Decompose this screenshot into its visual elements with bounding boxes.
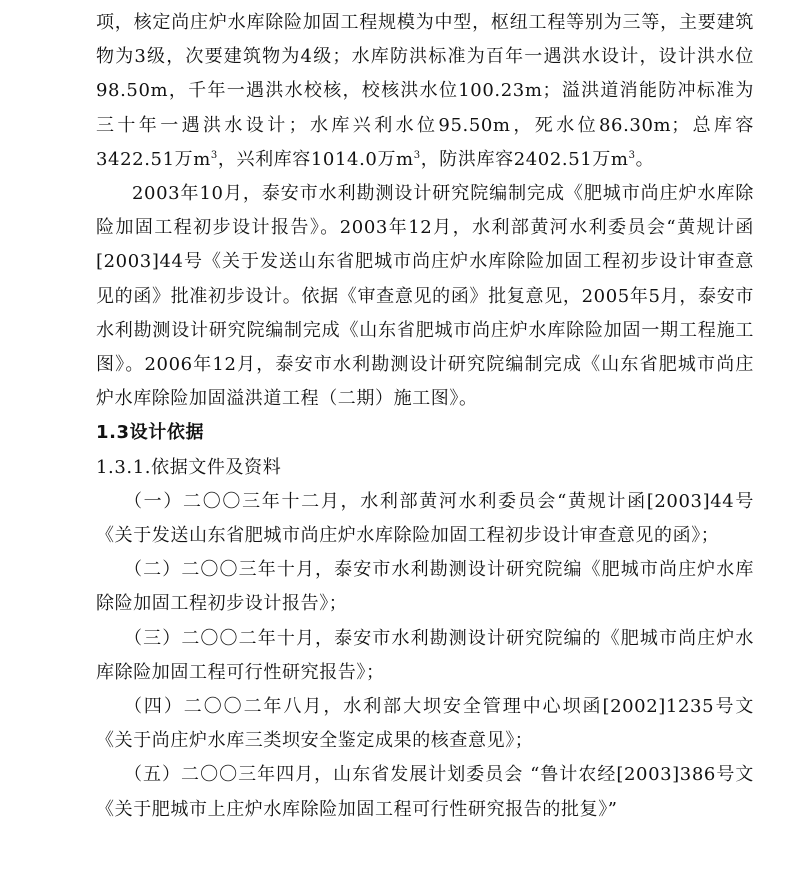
superscript: 3 — [210, 149, 218, 161]
list-item: （二）二〇〇三年十月，泰安市水利勘测设计研究院编《肥城市尚庄炉水库除险加固工程初步设计报告》； — [96, 559, 754, 615]
subsection-heading: 1.3.1.依据文件及资料 — [96, 456, 282, 478]
superscript: 3 — [413, 149, 421, 161]
paragraph-text: ，兴利库容1014.0万m — [217, 148, 414, 170]
list-item: （四）二〇〇二年八月，水利部大坝安全管理中心坝函[2002]1235号文《关于尚庄炉水库三类坝安全鉴定成果的核查意见》； — [96, 696, 754, 752]
paragraph-text: ，防洪库容2402.51万m — [420, 148, 629, 170]
list-item: （五）二〇〇三年四月，山东省发展计划委员会 “鲁计农经[2003]386号文《关于肥城市上庄炉水库除险加固工程可行性研究报告的批复》” — [96, 764, 754, 820]
document-page — [0, 6, 794, 884]
paragraph-design-history: 2003年10月，泰安市水利勘测设计研究院编制完成《肥城市尚庄炉水库除险加固工程初步设计报告》。2003年12月，水利部黄河水利委员会“黄规计函[2003]44号《关于发送山东省肥城市尚庄炉水库除险加固工程初步设计审查意见的函》批准初步设计。依据《审查意见的函》批复意见，2005年5月，泰安市水利勘测设计研究院编制完成《山东省肥城市尚庄炉水库除险加固一期工程施工图》。2006年12月，泰安市水利勘测设计研究院编制完成《山东省肥城市尚庄炉水库除险加固溢洪道工程（二期）施工图》。 — [96, 183, 754, 410]
list-item: （三）二〇〇二年十月，泰安市水利勘测设计研究院编的《肥城市尚庄炉水库除险加固工程可行性研究报告》； — [96, 627, 754, 683]
paragraph-text: 。 — [635, 148, 655, 170]
superscript: 3 — [628, 149, 636, 161]
section-heading: 1.3设计依据 — [96, 422, 205, 444]
paragraph-text: 项，核定尚庄炉水库除险加固工程规模为中型，枢纽工程等别为三等，主要建筑物为3级，次要建筑物为4级；水库防洪标准为百年一遇洪水设计，设计洪水位98.50m，千年一遇洪水校核，校核洪水位100.23m；溢洪道消能防冲标准为三十年一遇洪水设计；水库兴利水位95.50m，死水位86.30m；总库容3422.51万m — [96, 12, 754, 170]
list-item: （一）二〇〇三年十二月，水利部黄河水利委员会“黄规计函[2003]44号《关于发送山东省肥城市尚庄炉水库除险加固工程初步设计审查意见的函》； — [96, 490, 754, 547]
paragraph-project-scale — [96, 6, 754, 177]
